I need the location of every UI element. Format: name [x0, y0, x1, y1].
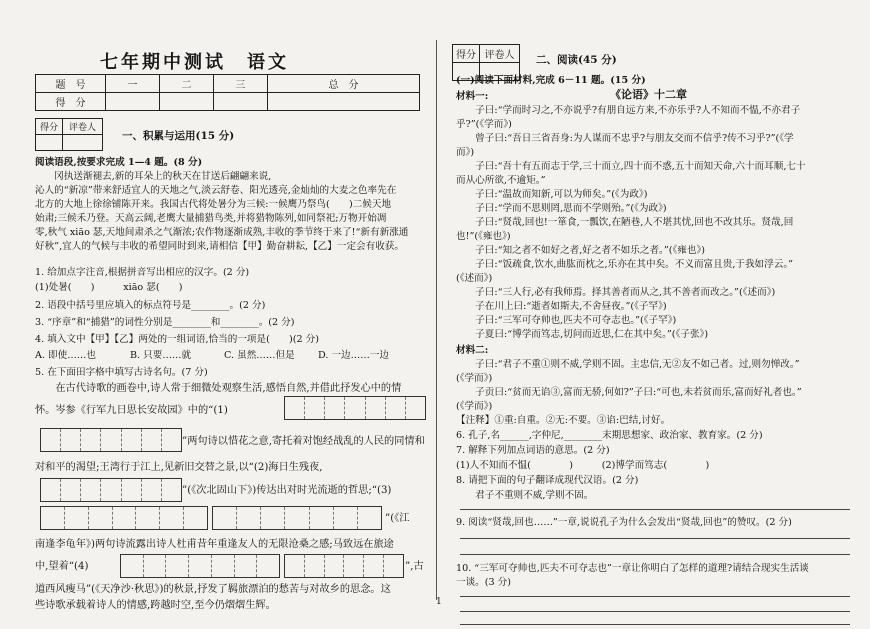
- lunyu-line: 子在川上曰:“逝者如斯夫,不舍昼夜。”(《子罕》): [456, 301, 667, 312]
- score-row-label: 得 分: [36, 93, 106, 111]
- grader-label: 评卷人: [480, 45, 520, 63]
- lunyu-line: 子曰:“贤哉,回也!一箪食,一瓢饮,在陋巷,人不堪其忧,回也不改其乐。贤哉,回: [456, 217, 794, 228]
- poem-text: 些诗歌承载着诗人的情感,跨越时空,至今仍熠熠生辉。: [35, 600, 276, 611]
- question: 5. 在下面田字格中填写古诗名句。(7 分): [35, 367, 208, 378]
- page-title: 七年期中测试 语文: [100, 52, 289, 73]
- passage-line: 冈执送渐褪去,新的耳朵上的秋天在甘送后翩翩来说,: [35, 171, 272, 182]
- score-header-cell: 一: [106, 75, 160, 93]
- lunyu-line: (《述而》): [456, 273, 493, 284]
- passage-line: 零,秋气 xiāo 瑟,天地间肃杀之气渐浓;农作物逐渐成熟,丰收的季节终于来了!“新有新涨通: [35, 227, 409, 238]
- passage-line: 好秋”,宜人的气候与丰收的希望同时到来,请相信【甲】勤奋耕耘,【乙】一定会有收获。: [35, 241, 405, 252]
- material-line: (《学而》): [456, 373, 493, 384]
- section-intro: 阅读语段,按要求完成 1—4 题。(8 分): [35, 157, 203, 168]
- passage-line: 始肃;三候禾乃登。天高云阔,老鹰大量捕猎鸟类,并将猎物陈列,如同祭祀;万物开始凋: [35, 213, 387, 224]
- question: 7. 解释下列加点词语的意思。(2 分): [456, 445, 610, 456]
- question: 8. 请把下面的句子翻译成现代汉语。(2 分): [456, 475, 639, 486]
- choice-option-d[interactable]: D. 一边……一边: [318, 350, 390, 361]
- lunyu-line: 乎?”(《学而》): [456, 119, 512, 130]
- page-divider: [436, 40, 437, 600]
- right-page: [440, 0, 870, 629]
- lunyu-line: 子曰:“吾十有五而志于学,三十而立,四十而不惑,五十而知天命,六十而耳顺,七十: [456, 161, 806, 172]
- passage-line: 北方的大地上徐徐铺陈开来。我国古代将处暑分为三候:一候鹰乃祭鸟( )二候天地: [35, 199, 392, 210]
- material-label: 材料二:: [456, 345, 489, 356]
- tianzige-grid[interactable]: [40, 478, 182, 502]
- poem-text: ”(《江: [385, 513, 410, 524]
- lunyu-line: 子曰:“饭疏食,饮水,曲肱而枕之,乐亦在其中矣。不义而富且贵,于我如浮云。”: [456, 259, 794, 270]
- lunyu-line: 而从心所欲,不逾矩。”: [456, 175, 546, 186]
- poem-text: ”两句诗以惜花之意,寄托着对饱经战乱的人民的同情和: [182, 436, 425, 447]
- lunyu-line: 子夏曰:“博学而笃志,切问而近思,仁在其中矣。”(《子张》): [456, 329, 709, 340]
- lunyu-line: 而》): [456, 147, 475, 158]
- question-sentence: 君子不重则不威,学则不固。: [456, 490, 594, 501]
- choice-option-a[interactable]: A. 即使……也: [35, 350, 96, 361]
- choice-option-b[interactable]: B. 只要……就: [130, 350, 192, 361]
- poem-text: 南逢李龟年》)两句诗流露出诗人杜甫昔年重逢友人的无限沧桑之感;马致远在旅途: [35, 539, 394, 550]
- lunyu-line: 子曰:“知之者不如好之者,好之者不如乐之者。”(《雍也》): [456, 245, 706, 256]
- section-heading: 一、积累与运用(15 分): [122, 130, 235, 142]
- question[interactable]: 3. “序章”和“捕猎”的词性分别是________和________。(2 分): [35, 317, 295, 328]
- poem-text: 对和平的渴望;王湾行于江上,见新旧交替之景,以“(2)海日生残夜,: [35, 462, 323, 473]
- section-intro: (一)阅读下面材料,完成 6－11 题。(15 分): [456, 75, 646, 86]
- poem-text: ”(《次北固山下》)传达出对时光流逝的哲思;“(3): [182, 485, 392, 496]
- grader-label: 得分: [36, 119, 63, 135]
- poem-text: 怀。岑参《行军九日思长安故园》中的“(1): [35, 405, 228, 416]
- answer-line[interactable]: [460, 538, 850, 539]
- question-answer-line[interactable]: (1)处暑( ) xiāo 瑟( ): [35, 282, 183, 293]
- tianzige-grid[interactable]: [284, 396, 426, 420]
- poem-text: 在古代诗歌的画卷中,诗人常于细微处观察生活,感悟自然,并借此抒发心中的情: [35, 383, 402, 394]
- poem-text: 中,望着“(4): [35, 561, 89, 572]
- choice-option-c[interactable]: C. 虽然……但是: [224, 350, 295, 361]
- grader-input[interactable]: [63, 135, 103, 151]
- notes: 【注释】①重:自重。②无:不要。③谄:巴结,讨好。: [456, 415, 671, 426]
- material-label: 材料一:: [456, 91, 489, 102]
- score-input-cell[interactable]: [267, 93, 419, 111]
- grader-input[interactable]: [36, 135, 63, 151]
- lunyu-title: 《论语》十二章: [610, 88, 687, 101]
- score-input-cell[interactable]: [213, 93, 267, 111]
- grader-label: 评卷人: [63, 119, 103, 135]
- score-header-cell: 总 分: [267, 75, 419, 93]
- material-line: (《学而》): [456, 401, 493, 412]
- score-input-cell[interactable]: [159, 93, 213, 111]
- poem-text: ”,古: [405, 561, 424, 572]
- lunyu-line: 子曰:“学而不思则罔,思而不学则殆。”(《为政》): [456, 203, 667, 214]
- lunyu-line: 子曰:“学而时习之,不亦说乎?有朋自远方来,不亦乐乎?人不知而不愠,不亦君子: [456, 105, 801, 116]
- score-input-cell[interactable]: [106, 93, 160, 111]
- answer-line[interactable]: [460, 596, 850, 597]
- question[interactable]: 2. 语段中括号里应填入的标点符号是________。(2 分): [35, 300, 266, 311]
- answer-line[interactable]: [460, 509, 850, 510]
- answer-line[interactable]: [460, 611, 850, 612]
- answer-line[interactable]: [460, 554, 850, 555]
- question-answer-line[interactable]: (1)人不知而不愠( ) (2)博学而笃志( ): [456, 460, 710, 471]
- answer-line[interactable]: [460, 624, 850, 625]
- grader-box: [35, 118, 103, 151]
- question: 4. 填入文中【甲】【乙】两处的一组词语,恰当的一项是( )(2 分): [35, 334, 320, 345]
- lunyu-line: 也!”(《雍也》): [456, 231, 511, 242]
- lunyu-line: 曾子曰:“吾日三省吾身:为人谋而不忠乎?与朋友交而不信乎?传不习乎?”(《学: [456, 133, 794, 144]
- section-heading: 二、阅读(45 分): [536, 54, 617, 66]
- score-table: [35, 74, 420, 111]
- question: 9. 阅读“贤哉,回也……”一章,说说孔子为什么会发出“贤哉,回也”的赞叹。(2 分): [456, 517, 792, 528]
- passage-line: 沁人的“新凉”带来舒适宜人的天地之气,淡云舒卷、阳光透亮,金灿灿的大麦之色率先在: [35, 185, 397, 196]
- tianzige-grid[interactable]: [40, 506, 208, 530]
- question[interactable]: 6. 孔子,名______,字仲尼,________末期思想家、政治家、教育家。(2 分): [456, 430, 763, 441]
- poem-text: 道西风瘦马”(《天净沙·秋思》)的秋景,抒发了羁旅漂泊的愁苦与对故乡的思念。这: [35, 584, 391, 595]
- score-header-cell: 三: [213, 75, 267, 93]
- score-header-cell: 二: [159, 75, 213, 93]
- tianzige-grid[interactable]: [120, 554, 280, 578]
- material-line: 子曰:“君子不重①则不威,学则不固。主忠信,无②友不如己者。过,则勿惮改。”: [456, 359, 800, 370]
- material-line: 子贡曰:“贫而无谄③,富而无骄,何如?”子曰:“可也,未若贫而乐,富而好礼者也。”: [456, 387, 802, 398]
- lunyu-line: 子曰:“三人行,必有我师焉。择其善者而从之,其不善者而改之。”(《述而》): [456, 287, 776, 298]
- question: 1. 给加点字注音,根据拼音写出相应的汉字。(2 分): [35, 267, 250, 278]
- question: 10. “三军可夺帅也,匹夫不可夺志也”一章让你明白了怎样的道理?请结合现实生活谈: [456, 563, 809, 574]
- tianzige-grid[interactable]: [212, 506, 382, 530]
- question: 一谈。(3 分): [456, 577, 512, 588]
- tianzige-grid[interactable]: [284, 554, 404, 578]
- score-header-cell: 题 号: [36, 75, 106, 93]
- grader-label: 得分: [453, 45, 480, 63]
- tianzige-grid[interactable]: [40, 428, 182, 452]
- page-number: 1: [436, 597, 442, 607]
- lunyu-line: 子曰:“温故而知新,可以为师矣。”(《为政》): [456, 189, 648, 200]
- lunyu-line: 子曰:“三军可夺帅也,匹夫不可夺志也。”(《子罕》): [456, 315, 677, 326]
